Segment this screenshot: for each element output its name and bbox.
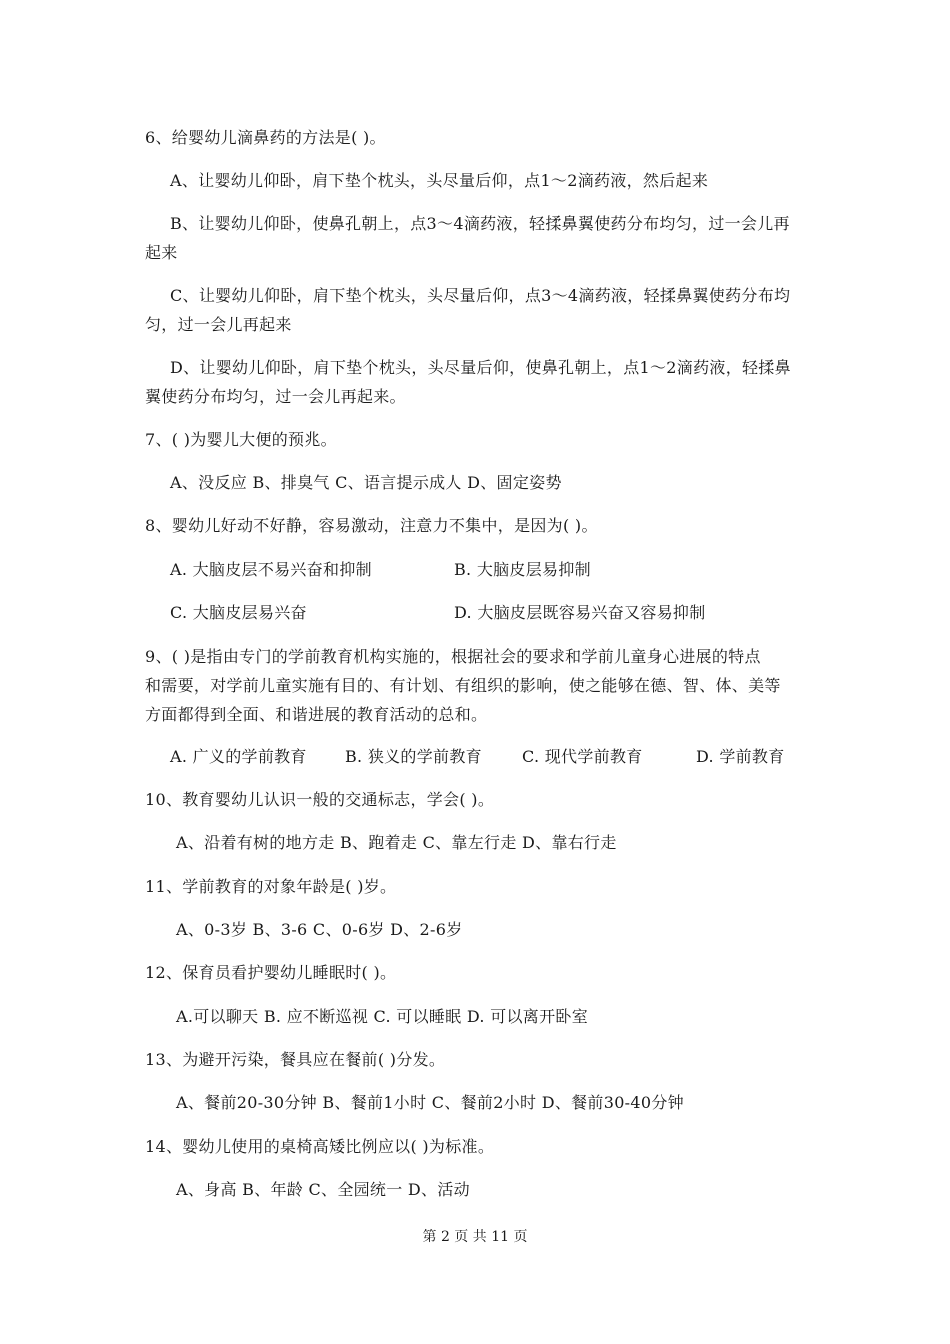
- question-14-stem: 14、婴幼儿使用的桌椅高矮比例应以( )为标准。: [145, 1137, 495, 1156]
- question-14-options: A、身高 B、年龄 C、全园统一 D、活动: [176, 1180, 470, 1199]
- question-11-options: A、0-3岁 B、3-6 C、0-6岁 D、2-6岁: [176, 920, 463, 939]
- question-6-option-b-line1: B、让婴幼儿仰卧，使鼻孔朝上，点3～4滴药液，轻揉鼻翼使药分布均匀，过一会儿再: [170, 214, 790, 233]
- question-9-option-c: C. 现代学前教育: [522, 747, 643, 766]
- question-6-option-c-line2: 匀，过一会儿再起来: [145, 315, 292, 334]
- question-8-option-b: B. 大脑皮层易抑制: [454, 560, 591, 579]
- question-6-option-a: A、让婴幼儿仰卧，肩下垫个枕头，头尽量后仰，点1～2滴药液，然后起来: [170, 171, 709, 190]
- question-12-options: A.可以聊天 B. 应不断巡视 C. 可以睡眠 D. 可以离开卧室: [176, 1007, 589, 1026]
- question-9-stem-line3: 方面都得到全面、和谐进展的教育活动的总和。: [145, 705, 488, 724]
- question-6-option-c-line1: C、让婴幼儿仰卧，肩下垫个枕头，头尽量后仰，点3～4滴药液，轻揉鼻翼使药分布均: [170, 286, 791, 305]
- question-6-option-d-line1: D、让婴幼儿仰卧，肩下垫个枕头，头尽量后仰，使鼻孔朝上，点1～2滴药液，轻揉鼻: [170, 358, 791, 377]
- question-12-stem: 12、保育员看护婴幼儿睡眠时( )。: [145, 963, 397, 982]
- question-9-stem-line2: 和需要，对学前儿童实施有目的、有计划、有组织的影响，使之能够在德、智、体、美等: [145, 676, 781, 695]
- question-9-stem-line1: 9、( )是指由专门的学前教育机构实施的，根据社会的要求和学前儿童身心进展的特点: [145, 647, 761, 666]
- question-10-stem: 10、教育婴幼儿认识一般的交通标志，学会( )。: [145, 790, 495, 809]
- question-6-option-d-line2: 翼使药分布均匀，过一会儿再起来。: [145, 387, 406, 406]
- question-8-option-d: D. 大脑皮层既容易兴奋又容易抑制: [454, 603, 706, 622]
- question-7-options: A、没反应 B、排臭气 C、语言提示成人 D、固定姿势: [170, 473, 562, 492]
- question-9-option-b: B. 狭义的学前教育: [345, 747, 482, 766]
- question-7-stem: 7、( )为婴儿大便的预兆。: [145, 430, 337, 449]
- question-13-stem: 13、为避开污染，餐具应在餐前( )分发。: [145, 1050, 446, 1069]
- question-8-option-c: C. 大脑皮层易兴奋: [170, 603, 307, 622]
- question-9-option-a: A. 广义的学前教育: [170, 747, 307, 766]
- question-9-option-d: D. 学前教育: [696, 747, 785, 766]
- question-8-option-a: A. 大脑皮层不易兴奋和抑制: [170, 560, 372, 579]
- page-footer: 第 2 页 共 11 页: [422, 1229, 528, 1245]
- question-13-options: A、餐前20-30分钟 B、餐前1小时 C、餐前2小时 D、餐前30-40分钟: [176, 1093, 684, 1112]
- question-6-option-b-line2: 起来: [145, 243, 178, 262]
- question-10-options: A、沿着有树的地方走 B、跑着走 C、靠左行走 D、靠右行走: [176, 833, 617, 852]
- question-6-stem: 6、给婴幼儿滴鼻药的方法是( )。: [145, 128, 386, 147]
- question-11-stem: 11、学前教育的对象年龄是( )岁。: [145, 877, 397, 896]
- question-8-stem: 8、婴幼儿好动不好静，容易激动，注意力不集中，是因为( )。: [145, 516, 598, 535]
